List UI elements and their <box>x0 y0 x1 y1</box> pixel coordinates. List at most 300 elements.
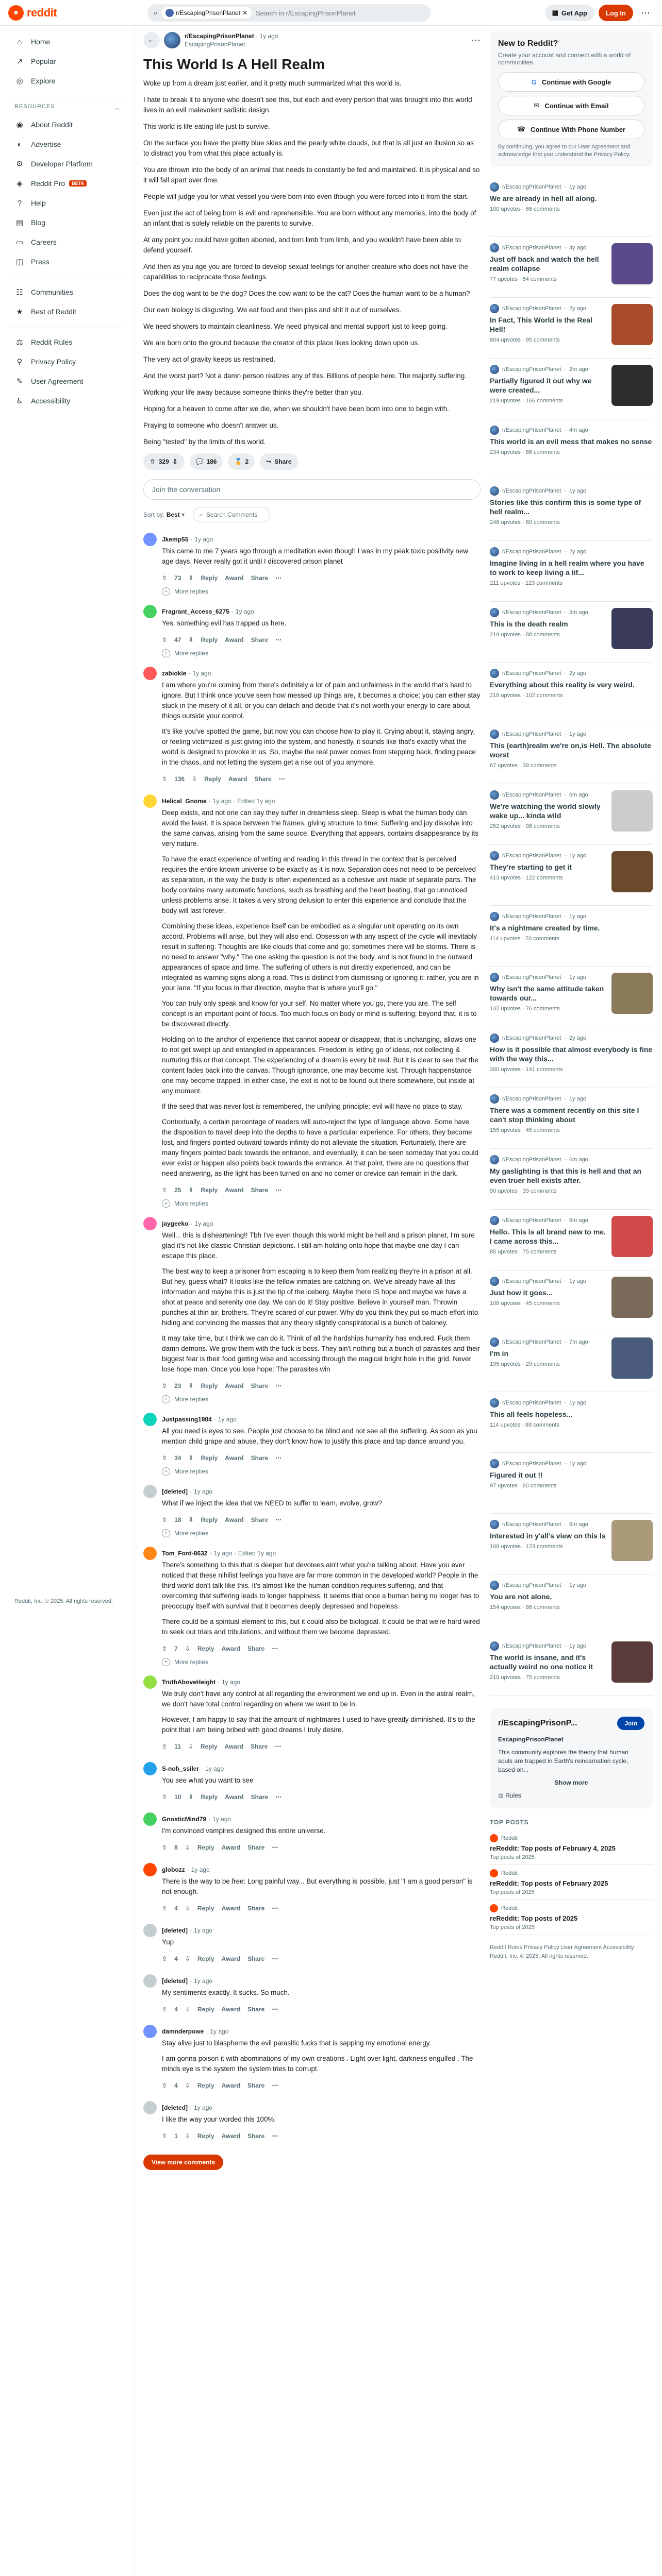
reply-button[interactable]: Reply <box>197 2082 214 2089</box>
comment-author[interactable]: jaygeeko <box>162 1220 189 1227</box>
related-post[interactable] <box>490 1514 653 1574</box>
comment-author[interactable]: [deleted] <box>162 1927 188 1934</box>
related-post[interactable] <box>490 1392 653 1453</box>
sidebar-item-privacy[interactable] <box>8 352 126 371</box>
downvote-icon[interactable]: ⇩ <box>185 1905 190 1912</box>
more-options-icon[interactable]: ⋯ <box>275 1382 282 1389</box>
reddit-icon: ◉ <box>16 121 23 129</box>
award-button[interactable]: Award <box>225 574 244 582</box>
upvote-icon[interactable]: ⇧ <box>162 1516 168 1523</box>
share-button[interactable]: Share <box>251 1187 268 1194</box>
join-conversation-input[interactable]: Join the conversation <box>143 479 481 500</box>
more-replies-link[interactable] <box>162 587 481 596</box>
avatar[interactable] <box>143 1675 157 1689</box>
related-post-thumbnail[interactable] <box>611 608 653 649</box>
reply-button[interactable]: Reply <box>204 775 221 783</box>
upvote-icon[interactable]: ⇧ <box>162 636 168 643</box>
more-replies-link[interactable] <box>162 1395 481 1403</box>
downvote-icon[interactable]: ⇩ <box>188 574 194 582</box>
related-post[interactable] <box>490 1088 653 1149</box>
more-options-icon[interactable]: ⋯ <box>275 636 282 643</box>
related-post-age: 1y ago <box>569 184 587 190</box>
downvote-icon[interactable]: ⇩ <box>185 1844 190 1851</box>
reply-button[interactable]: Reply <box>197 2132 214 2140</box>
sidebar-item-user-agreement[interactable] <box>8 371 126 391</box>
related-post[interactable] <box>490 784 653 845</box>
downvote-icon[interactable]: ⇩ <box>188 1516 194 1523</box>
upvote-icon[interactable]: ⇧ <box>162 1187 168 1194</box>
expand-icon: + <box>162 1529 170 1537</box>
more-options-icon[interactable]: ⋯ <box>275 574 282 582</box>
downvote-icon[interactable]: ⇩ <box>188 1793 194 1801</box>
share-button[interactable] <box>260 453 297 470</box>
award-button[interactable]: Award <box>221 2132 240 2140</box>
more-options-icon[interactable]: ⋯ <box>272 1645 278 1652</box>
downvote-icon[interactable]: ⇩ <box>188 1454 194 1462</box>
get-app-button[interactable] <box>545 5 594 21</box>
comment <box>143 1217 481 1403</box>
award-button[interactable]: Award <box>224 1743 243 1750</box>
related-post-subreddit: r/EscapingPrisonPlanet <box>502 1278 561 1284</box>
comment-actions <box>162 773 481 785</box>
related-post-title[interactable]: How is it possible that almost everybody is fine with the way this... <box>490 1045 653 1063</box>
sidebar-item-communities[interactable] <box>8 282 126 302</box>
comment-author[interactable]: [deleted] <box>162 1488 188 1495</box>
avatar[interactable] <box>143 1547 157 1560</box>
related-post[interactable] <box>490 1331 653 1392</box>
downvote-icon[interactable]: ⇩ <box>188 1187 194 1194</box>
related-post[interactable] <box>490 1027 653 1088</box>
post-paragraph: You are thrown into the body of an animal that needs to constantly be fed and maintained. It is physical and so it will fall apart over time. <box>143 166 480 184</box>
reply-button[interactable]: Reply <box>201 1454 218 1462</box>
related-post[interactable] <box>490 480 653 541</box>
award-button[interactable] <box>228 453 255 470</box>
related-post[interactable] <box>490 1453 653 1514</box>
avatar[interactable] <box>143 605 157 618</box>
upvote-icon[interactable]: ⇧ <box>162 1793 168 1801</box>
avatar[interactable] <box>143 794 157 808</box>
vote-count: 25 <box>174 1187 181 1194</box>
footer-links: Reddit Rules Privacy Policy User Agreement Accessibility Reddit, Inc. © 2025. All rights reserved. <box>490 1944 634 1959</box>
upvote-icon[interactable]: ⇧ <box>162 1743 168 1750</box>
vote-count: 23 <box>174 1382 181 1389</box>
comment-actions <box>162 572 481 584</box>
share-button[interactable]: Share <box>251 1516 268 1523</box>
related-post[interactable] <box>490 1270 653 1331</box>
related-post-thumbnail[interactable] <box>611 973 653 1014</box>
reply-button[interactable]: Reply <box>201 636 218 643</box>
avatar[interactable] <box>143 2025 157 2038</box>
share-button[interactable]: Share <box>247 1844 265 1851</box>
top-post-title[interactable]: reReddit: Top posts of February 4, 2025 <box>490 1844 616 1852</box>
comment-author[interactable]: [deleted] <box>162 1977 188 1985</box>
more-options-icon[interactable]: ⋯ <box>275 1454 282 1462</box>
comment-author[interactable]: [deleted] <box>162 2104 188 2111</box>
upvote-icon[interactable]: ⇧ <box>162 2132 168 2140</box>
related-post-title[interactable]: You are not alone. <box>490 1592 552 1601</box>
upvote-icon[interactable]: ⇧ <box>162 2006 168 2013</box>
share-button[interactable]: Share <box>247 1955 265 1962</box>
award-button[interactable]: Award <box>225 636 244 643</box>
continue-google-button[interactable] <box>498 72 644 92</box>
related-post-thumbnail[interactable] <box>611 790 653 832</box>
related-post-title[interactable]: This all feels hopeless... <box>490 1410 573 1418</box>
related-post[interactable] <box>490 419 653 480</box>
comments-button[interactable] <box>190 453 223 470</box>
share-button[interactable]: Share <box>247 2006 265 2013</box>
continue-email-button[interactable] <box>498 96 644 115</box>
comment-actions <box>162 1642 481 1655</box>
upvote-icon[interactable]: ⇧ <box>162 775 168 783</box>
share-button[interactable]: Share <box>247 1905 265 1912</box>
comment-author[interactable]: Fragrant_Access_6275 <box>162 608 229 615</box>
award-button[interactable]: Award <box>221 1955 240 1962</box>
downvote-icon[interactable]: ⇩ <box>188 1743 193 1750</box>
sidebar-item-press[interactable] <box>8 252 126 272</box>
upvote-icon[interactable]: ⇧ <box>162 574 168 582</box>
related-post[interactable] <box>490 1210 653 1270</box>
sidebar-item-rules[interactable] <box>8 332 126 352</box>
top-posts-section <box>490 1819 653 1935</box>
reply-button[interactable]: Reply <box>197 2006 214 2013</box>
search-comments-input[interactable] <box>193 507 270 522</box>
avatar[interactable] <box>143 1924 157 1937</box>
more-options-icon[interactable]: ⋯ <box>275 1793 282 1801</box>
more-options-icon[interactable]: ⋯ <box>637 5 654 21</box>
subreddit-avatar <box>490 1277 499 1286</box>
upvote-icon[interactable]: ⇧ <box>162 1905 168 1912</box>
sidebar-item-explore[interactable] <box>8 71 126 91</box>
resources-section-header[interactable] <box>8 96 126 115</box>
sidebar-item-developer[interactable] <box>8 154 126 174</box>
award-button[interactable]: Award <box>225 1454 244 1462</box>
comment-author[interactable]: zabiokle <box>162 670 187 677</box>
award-button[interactable]: Award <box>221 1905 240 1912</box>
comment-author[interactable]: globozz <box>162 1866 185 1873</box>
subreddit-avatar <box>490 486 499 496</box>
comment-author[interactable]: Jkemp55 <box>162 536 189 543</box>
reply-button[interactable]: Reply <box>201 1516 218 1523</box>
sidebar-item-accessibility[interactable] <box>8 391 126 411</box>
comment-age: 1y ago <box>192 670 211 677</box>
avatar[interactable] <box>143 1413 157 1426</box>
subreddit-link[interactable]: r/EscapingPrisonPlanet <box>185 32 254 40</box>
comment-paragraph: You see what you want to see <box>162 1776 254 1784</box>
related-post-title[interactable]: They're starting to get it <box>490 863 572 871</box>
more-options-icon[interactable]: ⋯ <box>275 1516 282 1523</box>
sidebar-item-home[interactable] <box>8 32 126 52</box>
top-post[interactable] <box>490 1900 653 1935</box>
related-post[interactable] <box>490 663 653 723</box>
avatar[interactable] <box>143 1974 157 1988</box>
comment-header <box>162 1812 481 1826</box>
search-chip-label: r/EscapingPrisonPlanet <box>176 9 241 16</box>
related-post-title[interactable]: Everything about this reality is very weird. <box>490 681 635 689</box>
sort-dropdown[interactable] <box>143 511 185 518</box>
related-post-title[interactable]: Figured it out !! <box>490 1471 543 1479</box>
related-post-age: 7m ago <box>569 1339 588 1345</box>
related-post[interactable] <box>490 602 653 663</box>
downvote-icon[interactable]: ⇩ <box>188 1382 194 1389</box>
upvote-icon[interactable]: ⇧ <box>162 1382 168 1389</box>
upvote-icon[interactable]: ⇧ <box>162 1955 168 1962</box>
comment-author[interactable]: GnosticMind79 <box>162 1816 207 1823</box>
share-button[interactable]: Share <box>247 2082 265 2089</box>
related-post-thumbnail[interactable] <box>611 365 653 406</box>
more-options-icon[interactable]: ⋯ <box>272 1955 278 1962</box>
share-button[interactable]: Share <box>250 1743 268 1750</box>
more-replies-link[interactable] <box>162 1467 481 1476</box>
more-options-icon[interactable]: ⋯ <box>471 35 481 45</box>
comment-author[interactable]: Tom_Ford-8632 <box>162 1550 208 1557</box>
downvote-icon[interactable]: ⇩ <box>188 636 194 643</box>
related-post-thumbnail[interactable] <box>611 1337 653 1379</box>
related-post-title[interactable]: Hello. This is all brand new to me. I came across this... <box>490 1228 606 1245</box>
comment-paragraph: If the seed that was never lost is remembered, the unifying principle: evil will have no place to stay. <box>162 1103 463 1110</box>
search-input[interactable] <box>256 9 425 17</box>
award-button[interactable]: Award <box>221 1645 240 1652</box>
related-post-source <box>490 608 606 617</box>
comment-paragraph: To have the exact experience of writing and reading in this thread in the context that is perceived requires the entire known universe to be exactly as it is now. Separation does not need to be perceived as separation, in the way the body is often experienced as a cohesive unit made of separate parts. The body contains many automatic functions, such as breathing and the heart beating, that go unnoticed unless problems arise. It takes a very strong delusion to enter this experience and conclude that the body will last forever. <box>162 855 476 914</box>
related-post-stats: 413 upvotes · 122 comments <box>490 875 563 881</box>
avatar[interactable] <box>143 1762 157 1775</box>
related-post-thumbnail[interactable] <box>611 1641 653 1683</box>
vote-control[interactable] <box>143 453 185 470</box>
avatar[interactable] <box>143 1217 157 1230</box>
legal-text: Reddit, Inc. © 2025. All rights reserved. <box>14 1598 113 1604</box>
upvote-icon[interactable]: ⇧ <box>162 2082 168 2089</box>
view-more-comments-button[interactable]: View more comments <box>143 2155 223 2170</box>
related-post-title[interactable]: Partially figured it out why we were created... <box>490 377 592 394</box>
share-button[interactable]: Share <box>251 1454 268 1462</box>
related-post-title[interactable]: In Fact, This World is the Real Hell! <box>490 316 592 333</box>
reply-button[interactable]: Reply <box>197 1645 214 1652</box>
award-button[interactable]: Award <box>221 1844 240 1851</box>
more-options-icon[interactable]: ⋯ <box>272 2082 278 2089</box>
comment-author[interactable]: Justpassing1984 <box>162 1416 212 1423</box>
award-button[interactable]: Award <box>225 1516 244 1523</box>
sidebar-item-careers[interactable] <box>8 232 126 252</box>
avatar[interactable] <box>143 1812 157 1826</box>
downvote-icon[interactable]: ⇩ <box>192 775 197 783</box>
award-button[interactable]: Award <box>225 1793 244 1801</box>
related-post-title[interactable]: Just how it goes... <box>490 1289 553 1297</box>
related-post-thumbnail[interactable] <box>611 1216 653 1257</box>
reply-button[interactable]: Reply <box>200 1743 218 1750</box>
related-post-title[interactable]: This is the death realm <box>490 620 568 628</box>
post-paragraph: People will judge you for what vessel you were born into even though you were forced into it from the start. <box>143 193 469 200</box>
comment-author[interactable]: damnderpowe <box>162 2028 204 2035</box>
more-options-icon[interactable]: ⋯ <box>275 1743 282 1750</box>
avatar[interactable] <box>143 1485 157 1498</box>
search-bar[interactable] <box>147 4 431 22</box>
share-button[interactable]: Share <box>251 636 268 643</box>
avatar[interactable] <box>143 533 157 546</box>
sidebar-item-help[interactable] <box>8 193 126 213</box>
comment <box>143 1924 481 1965</box>
join-button[interactable]: Join <box>617 1717 644 1730</box>
related-post-source <box>490 1459 653 1468</box>
related-post[interactable] <box>490 967 653 1027</box>
close-icon[interactable]: ✕ <box>242 9 248 16</box>
show-more-link[interactable]: Show more <box>554 1779 588 1786</box>
related-post-title[interactable]: There was a comment recently on this site I can't stop thinking about <box>490 1106 639 1124</box>
more-replies-link[interactable] <box>162 1658 481 1666</box>
related-post[interactable] <box>490 723 653 784</box>
related-post[interactable] <box>490 845 653 906</box>
share-button[interactable]: Share <box>251 1382 268 1389</box>
downvote-icon[interactable]: ⇩ <box>185 1645 190 1652</box>
upvote-icon[interactable]: ⇧ <box>162 1645 168 1652</box>
edited-note: · Edited 1y ago <box>234 1550 276 1557</box>
downvote-icon[interactable]: ⇩ <box>185 2082 190 2089</box>
award-button[interactable]: Award <box>221 2082 240 2089</box>
related-post-title[interactable]: We're watching the world slowly wake up... kinda wild <box>490 802 601 820</box>
comment-author[interactable]: Helical_Gnome <box>162 798 207 805</box>
downvote-icon[interactable]: ⇩ <box>185 2132 190 2140</box>
share-button[interactable]: Share <box>247 2132 265 2140</box>
get-app-label: Get App <box>561 9 587 17</box>
subreddit-search-chip[interactable] <box>161 7 252 19</box>
separator: · <box>564 1521 567 1528</box>
reply-button[interactable]: Reply <box>197 1844 214 1851</box>
share-button[interactable]: Share <box>251 574 268 582</box>
comment-paragraph: I'm convinced vampires designed this entire universe. <box>162 1827 326 1835</box>
top-post-title[interactable]: reReddit: Top posts of February 2025 <box>490 1879 608 1887</box>
more-options-icon[interactable]: ⋯ <box>272 1905 278 1912</box>
related-post-title[interactable]: Just off back and watch the hell realm collapse <box>490 255 599 273</box>
top-post[interactable] <box>490 1865 653 1900</box>
related-post[interactable] <box>490 906 653 967</box>
reply-button[interactable]: Reply <box>201 1187 218 1194</box>
related-post-title[interactable]: The world is insane, and it's actually weird no one notice it <box>490 1653 593 1671</box>
reddit-logo[interactable] <box>8 5 57 21</box>
more-options-icon[interactable]: ⋯ <box>275 1187 282 1194</box>
related-post[interactable] <box>490 541 653 602</box>
popular-icon: ↗ <box>16 57 23 66</box>
related-post-title[interactable]: Imagine living in a hell realm where you have to work to keep living a lif... <box>490 559 644 577</box>
login-button[interactable] <box>599 5 633 21</box>
related-post[interactable] <box>490 359 653 419</box>
sidebar-item-best-of[interactable] <box>8 302 126 321</box>
reply-button[interactable]: Reply <box>197 1905 214 1912</box>
related-posts <box>490 176 653 1696</box>
reply-button[interactable]: Reply <box>201 1382 218 1389</box>
upvote-icon[interactable]: ⇧ <box>150 457 156 466</box>
reply-button[interactable]: Reply <box>197 1955 214 1962</box>
related-post-title[interactable]: Why isn't the same attitude taken towards our... <box>490 985 604 1002</box>
related-post-thumbnail[interactable] <box>611 851 653 892</box>
subreddit-avatar <box>490 1459 499 1468</box>
related-post-thumbnail[interactable] <box>611 1520 653 1561</box>
subreddit-avatar <box>490 1520 499 1529</box>
more-options-icon[interactable]: ⋯ <box>272 2006 278 2013</box>
avatar[interactable] <box>143 667 157 680</box>
comment-age: 1y ago <box>205 1765 224 1772</box>
award-button[interactable]: Award <box>225 1382 244 1389</box>
more-replies-link[interactable] <box>162 1199 481 1208</box>
related-post-thumbnail[interactable] <box>611 304 653 345</box>
downvote-icon[interactable]: ⇩ <box>172 457 178 466</box>
related-post[interactable] <box>490 176 653 237</box>
back-arrow-icon[interactable]: ← <box>143 32 160 48</box>
comment-header <box>162 1863 481 1876</box>
related-post-title[interactable]: This (earth)realm we're on,is Hell. The absolute worst <box>490 741 651 759</box>
related-post-title[interactable]: My gaslighting is that this is hell and that an even truer hell exists after. <box>490 1167 642 1184</box>
more-replies-link[interactable] <box>162 1529 481 1537</box>
upvote-icon[interactable]: ⇧ <box>162 1844 168 1851</box>
award-button[interactable]: Award <box>221 2006 240 2013</box>
reply-button[interactable]: Reply <box>201 1793 218 1801</box>
related-post-thumbnail[interactable] <box>611 1277 653 1318</box>
sidebar-item-reddit-pro[interactable] <box>8 174 126 193</box>
share-button[interactable]: Share <box>251 1793 268 1801</box>
subreddit-card-title[interactable]: r/EscapingPrisonP... <box>498 1719 577 1727</box>
related-post-title[interactable]: Interested in y'all's view on this ls <box>490 1532 606 1540</box>
more-options-icon[interactable]: ⋯ <box>272 2132 278 2140</box>
more-options-icon[interactable]: ⋯ <box>278 775 285 783</box>
avatar[interactable] <box>143 1863 157 1876</box>
upvote-icon[interactable]: ⇧ <box>162 1454 168 1462</box>
top-post-title[interactable]: reReddit: Top posts of 2025 <box>490 1914 578 1922</box>
related-post-subreddit: r/EscapingPrisonPlanet <box>502 366 561 372</box>
award-button[interactable]: Award <box>228 775 247 783</box>
comment-author[interactable]: TruthAboveHeight <box>162 1679 216 1686</box>
comment-body <box>162 1775 481 1786</box>
related-post-source <box>490 1216 606 1225</box>
share-button[interactable]: Share <box>247 1645 265 1652</box>
subreddit-avatar <box>166 9 174 17</box>
rules-row[interactable] <box>498 1791 644 1800</box>
avatar[interactable] <box>143 2101 157 2114</box>
award-button[interactable]: Award <box>225 1187 244 1194</box>
more-options-icon[interactable]: ⋯ <box>272 1844 278 1851</box>
related-post-info <box>490 1155 653 1203</box>
post-author[interactable]: EscapingPrisonPlanet <box>185 41 245 48</box>
related-post-title[interactable]: We are already in hell all along. <box>490 194 597 202</box>
comment-paragraph: Deep exists, and not one can say they suffer in dreamless sleep. Sleep is what the human body can avoid the least. It is space between the frames, giving structure to time. Suffering and joy dissolve into the same canvas, arising from the same source. Everything that appears, contains disappearance by its very nature. <box>162 809 479 848</box>
continue-phone-button[interactable] <box>498 120 644 139</box>
downvote-icon[interactable]: ⇩ <box>185 2006 190 2013</box>
sidebar-item-advertise[interactable] <box>8 134 126 154</box>
related-post-title[interactable]: It's a nightmare created by time. <box>490 924 600 932</box>
comment-author[interactable]: S-noh_ssiler <box>162 1765 200 1772</box>
subreddit-avatar[interactable] <box>164 32 180 48</box>
related-post-thumbnail[interactable] <box>611 243 653 284</box>
more-replies-link[interactable] <box>162 649 481 657</box>
sidebar-item-popular[interactable] <box>8 52 126 71</box>
reply-button[interactable]: Reply <box>201 574 218 582</box>
related-post-title[interactable]: Stories like this confirm this is some type of hell realm... <box>490 498 641 516</box>
related-post[interactable] <box>490 237 653 298</box>
related-post-source <box>490 486 653 496</box>
sidebar-item-label: Reddit Pro <box>31 179 65 188</box>
top-post[interactable] <box>490 1830 653 1865</box>
subreddit-avatar <box>490 912 499 921</box>
related-post[interactable] <box>490 1635 653 1696</box>
share-button[interactable]: Share <box>254 775 272 783</box>
related-post[interactable] <box>490 1574 653 1635</box>
top-bar <box>0 0 662 26</box>
related-post[interactable] <box>490 1149 653 1210</box>
downvote-icon[interactable]: ⇩ <box>185 1955 190 1962</box>
sidebar-item-blog[interactable] <box>8 213 126 232</box>
related-post[interactable] <box>490 298 653 359</box>
sidebar-item-about[interactable] <box>8 115 126 134</box>
related-post-title[interactable]: I'm in <box>490 1349 508 1358</box>
related-post-title[interactable]: This world is an evil mess that makes no sense <box>490 437 652 446</box>
resources-title: RESOURCES <box>14 104 55 110</box>
